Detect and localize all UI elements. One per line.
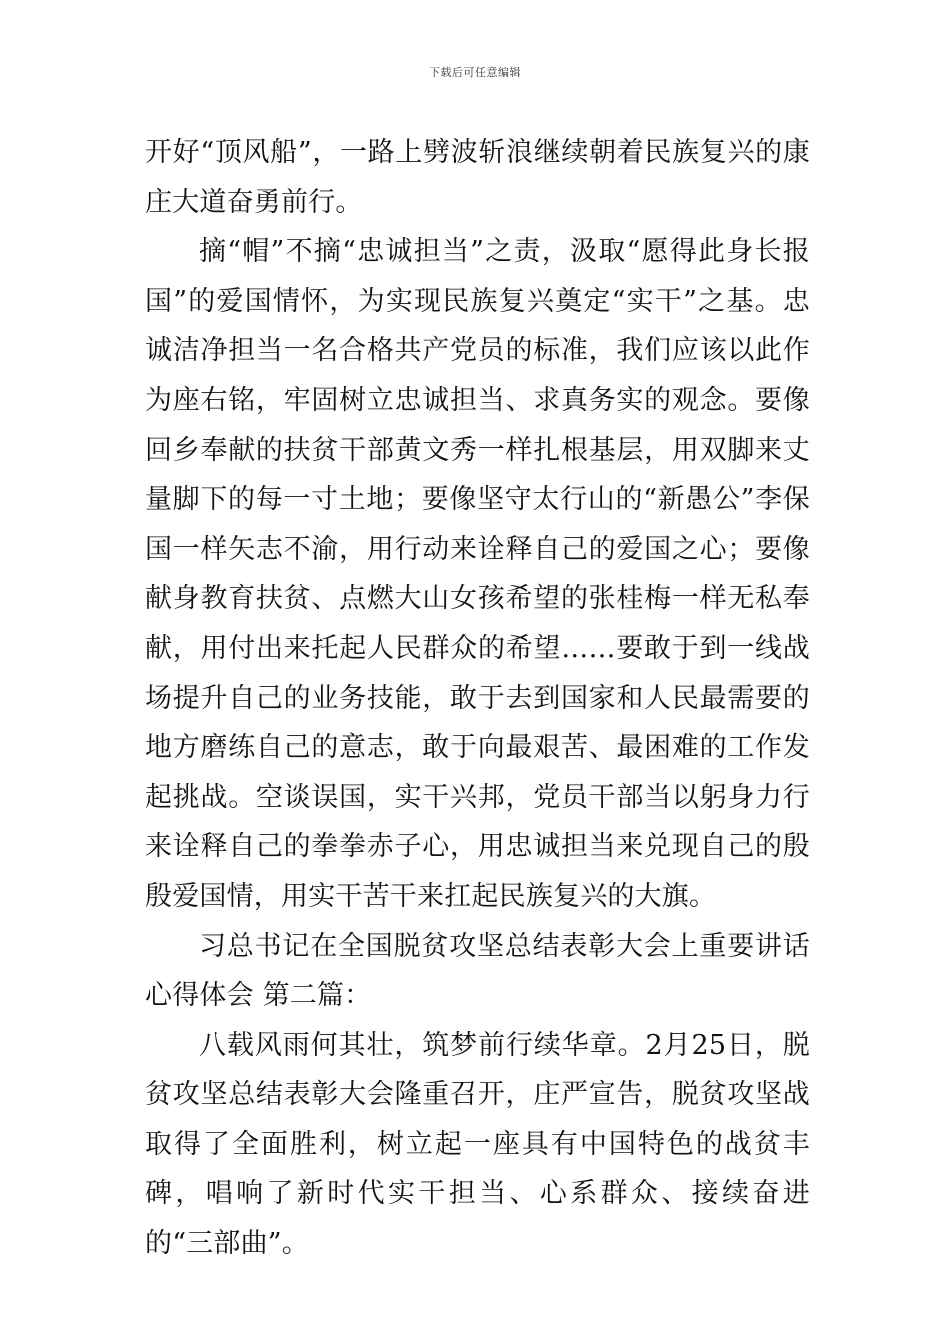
paragraph-section-title: 习总书记在全国脱贫攻坚总结表彰大会上重要讲话心得体会 第二篇： [145, 930, 810, 1012]
page-header-note: 下载后可任意编辑 [429, 66, 521, 79]
paragraph-intro-second: 八载风雨何其壮，筑梦前行续华章。2月25日，脱贫攻坚总结表彰大会隆重召开，庄严宣告，脱贫攻坚战取得了全面胜利，树立起一座具有中国特色的战贫丰碑，唱响了新时代实干担当、心系群众、接续奋进的“三部曲”。 [145, 1029, 810, 1260]
paragraph-loyalty: 摘“帽”不摘“忠诚担当”之责，汲取“愿得此身长报国”的爱国情怀，为实现民族复兴奠定“实干”之基。忠诚洁净担当一名合格共产党员的标准，我们应该以此作为座右铭，牢固树立忠诚担当、求真务实的观念。要像回乡奉献的扶贫干部黄文秀一样扎根基层，用双脚来丈量脚下的每一寸土地；要像坚守太行山的“新愚公”李保国一样矢志不渝，用行动来诠释自己的爱国之心；要像献身教育扶贫、点燃大山女孩希望的张桂梅一样无私奉献，用付出来托起人民群众的希望……要敢于到一线战场提升自己的业务技能，敢于去到国家和人民最需要的地方磨练自己的意志，敢于向最艰苦、最困难的工作发起挑战。空谈误国，实干兴邦，党员干部当以躬身力行来诠释自己的拳拳赤子心，用忠诚担当来兑现自己的殷殷爱国情，用实干苦干来扛起民族复兴的大旗。 [145, 236, 810, 912]
paragraph-continued: 开好“顶风船”，一路上劈波斩浪继续朝着民族复兴的康庄大道奋勇前行。 [145, 137, 810, 218]
document-body [145, 128, 810, 1269]
